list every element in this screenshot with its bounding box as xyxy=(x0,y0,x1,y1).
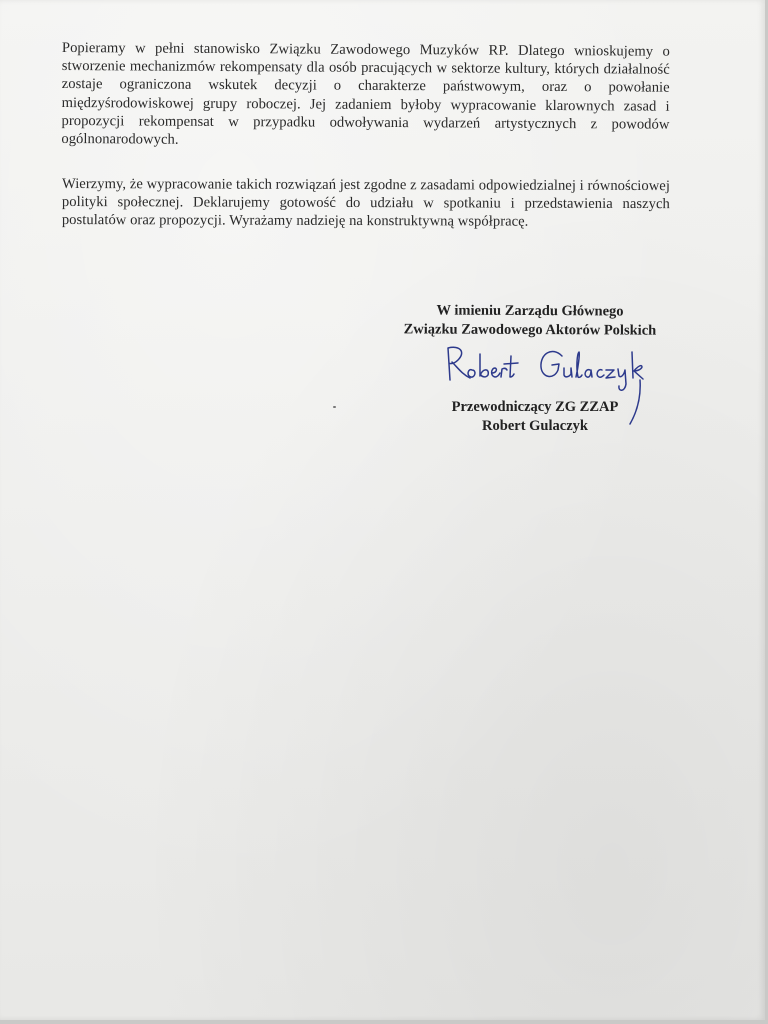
paragraph-text: Popieramy w pełni stanowisko Związku Zawodowego Muzyków RP. Dlatego wnioskujemy o stworzenie mechanizmów rekompensaty dla osób pracujących w sektorze kultury, których działalność zostaje ograniczona wskutek decyzji o charakterze państwowym, oraz o powołanie międzyśrodowiskowej grupy roboczej. Jej zadaniem byłoby wypracowanie klarownych zasad i propozycji rekompensat w przypadku odwoływania wydarzeń artystycznych z powodów ogólnonarodowych. xyxy=(61,39,670,148)
signatory-title: Przewodniczący ZG ZZAP xyxy=(451,399,619,415)
paragraph-text: Wierzymy, że wypracowanie takich rozwiązań jest zgodne z zasadami odpowiedzialnej i równościowej polityki społecznej. Deklarujemy gotowość do udziału w spotkaniu i przedstawienia naszych postulatów oraz propozycji. Wyrażamy nadzieję na konstruktywną współpracę. xyxy=(61,176,670,231)
body-paragraph-1 xyxy=(61,39,670,152)
closing-line-1: W imieniu Zarządu Głównego xyxy=(436,302,624,320)
paper-speck xyxy=(333,406,336,408)
closing-block xyxy=(380,301,680,340)
signatory-block xyxy=(430,398,640,435)
body-paragraph-2 xyxy=(62,175,670,232)
signatory-name: Robert Gulaczyk xyxy=(482,417,588,434)
signature-text: Robert Gulaczyk xyxy=(440,340,447,341)
closing-line-2: Związku Zawodowego Aktorów Polskich xyxy=(403,320,657,339)
